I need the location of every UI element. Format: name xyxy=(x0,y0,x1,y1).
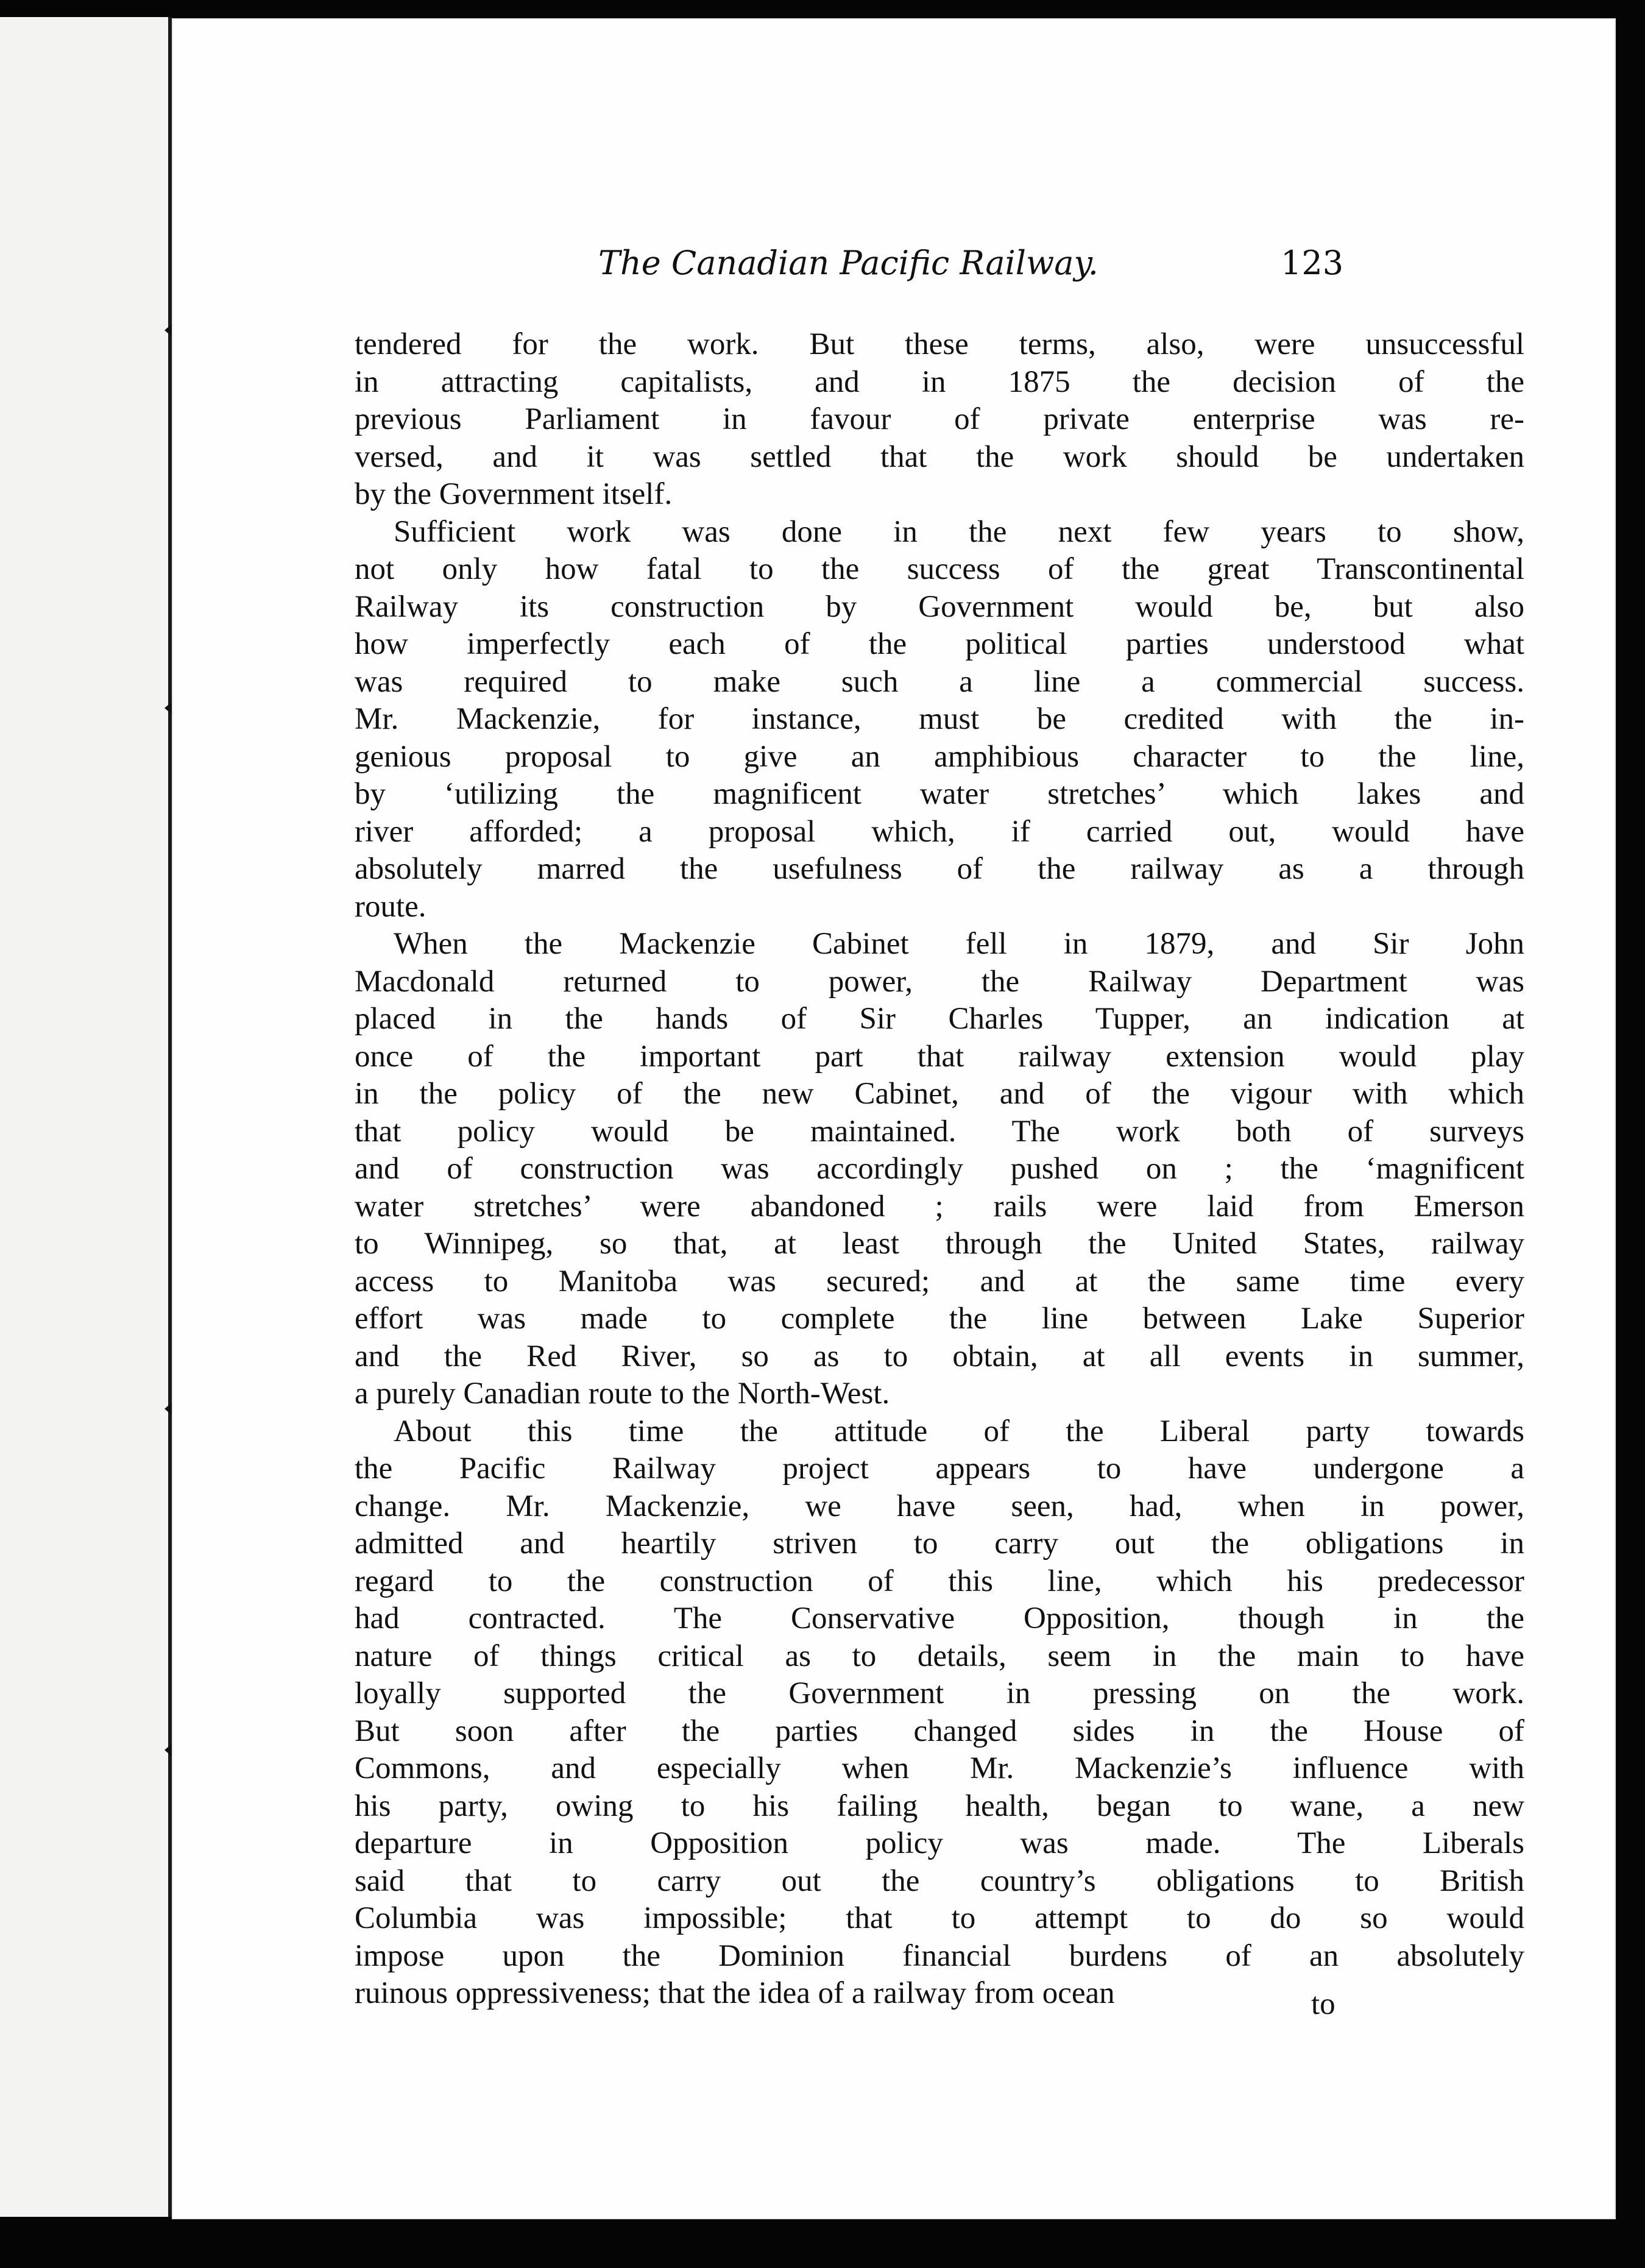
text-line: When the Mackenzie Cabinet fell in 1879, and Sir John xyxy=(394,927,1524,961)
text-line: by the Government itself. xyxy=(355,477,673,511)
text-line: and the Red River, so as to obtain, at all events in summer, xyxy=(355,1339,1524,1373)
text-line: by ‘utilizing the magnificent water stretches’ which lakes and xyxy=(355,777,1524,811)
text-line: Columbia was impossible; that to attempt to do so would xyxy=(355,1901,1524,1935)
text-line: his party, owing to his failing health, began to wane, a new xyxy=(355,1788,1524,1823)
running-title: The Canadian Pacific Railway. xyxy=(598,244,1098,282)
text-line: effort was made to complete the line between Lake Superior xyxy=(355,1302,1524,1336)
text-line: previous Parliament in favour of private enterprise was re- xyxy=(355,402,1524,436)
text-line: to Winnipeg, so that, at least through the United States, railway xyxy=(355,1227,1524,1261)
text-line: placed in the hands of Sir Charles Tupper, an indication at xyxy=(355,1002,1524,1036)
text-line: genious proposal to give an amphibious character to the line, xyxy=(355,739,1524,774)
text-line: once of the important part that railway extension would play xyxy=(355,1039,1524,1074)
text-line: that policy would be maintained. The work both of surveys xyxy=(355,1114,1524,1149)
text-line: not only how fatal to the success of the great Transcontinental xyxy=(355,552,1524,586)
text-line: Macdonald returned to power, the Railway Department was xyxy=(355,964,1524,999)
text-line: water stretches’ were abandoned ; rails were laid from Emerson xyxy=(355,1189,1524,1224)
text-line: But soon after the parties changed sides in the House of xyxy=(355,1713,1524,1748)
text-line: ruinous oppressiveness; that the idea of a railway from ocean xyxy=(355,1976,1115,2010)
paragraph xyxy=(355,326,1524,514)
text-line: how imperfectly each of the political parties understood what xyxy=(355,627,1524,661)
text-line: and of construction was accordingly pushed on ; the ‘magnificent xyxy=(355,1152,1524,1186)
paragraph xyxy=(355,514,1524,926)
left-page-edge xyxy=(0,17,172,2217)
body-text xyxy=(355,326,1524,2013)
text-line: said that to carry out the country’s obligations to British xyxy=(355,1863,1524,1898)
text-line: Railway its construction by Government would be, but also xyxy=(355,589,1524,624)
text-line: tendered for the work. But these terms, also, were unsuccessful xyxy=(355,327,1524,361)
text-line: loyally supported the Government in pressing on the work. xyxy=(355,1676,1524,1710)
text-line: had contracted. The Conservative Opposition, though in the xyxy=(355,1601,1524,1635)
paragraph xyxy=(355,926,1524,1413)
text-line: Sufficient work was done in the next few years to show, xyxy=(394,514,1524,549)
text-line: versed, and it was settled that the work should be undertaken xyxy=(355,439,1524,474)
paragraph xyxy=(355,1413,1524,2013)
page-number: 123 xyxy=(1281,244,1344,282)
text-line: in the policy of the new Cabinet, and of the vigour with which xyxy=(355,1077,1524,1111)
text-line: absolutely marred the usefulness of the railway as a through xyxy=(355,852,1524,886)
text-line: the Pacific Railway project appears to have undergone a xyxy=(355,1451,1524,1486)
text-line: a purely Canadian route to the North-West. xyxy=(355,1377,890,1411)
text-line: departure in Opposition policy was made. The Liberals xyxy=(355,1826,1524,1860)
text-line: river afforded; a proposal which, if carried out, would have xyxy=(355,814,1524,849)
text-line: admitted and heartily striven to carry out the obligations in xyxy=(355,1526,1524,1561)
text-line: Mr. Mackenzie, for instance, must be credited with the in- xyxy=(355,702,1524,736)
text-line: in attracting capitalists, and in 1875 the decision of the xyxy=(355,364,1524,399)
catchword: to xyxy=(1311,1987,1335,2021)
book-page xyxy=(172,18,1616,2219)
text-line: nature of things critical as to details, seem in the main to have xyxy=(355,1639,1524,1673)
text-line: was required to make such a line a commercial success. xyxy=(355,664,1524,699)
text-line: change. Mr. Mackenzie, we have seen, had, when in power, xyxy=(355,1489,1524,1523)
text-line: About this time the attitude of the Liberal party towards xyxy=(394,1414,1524,1448)
text-line: route. xyxy=(355,889,426,924)
text-line: Commons, and especially when Mr. Mackenzie’s influence with xyxy=(355,1751,1524,1785)
text-line: access to Manitoba was secured; and at the same time every xyxy=(355,1264,1524,1299)
text-line: impose upon the Dominion financial burdens of an absolutely xyxy=(355,1938,1524,1973)
text-line: regard to the construction of this line, which his predecessor xyxy=(355,1564,1524,1598)
running-head xyxy=(172,244,1616,299)
